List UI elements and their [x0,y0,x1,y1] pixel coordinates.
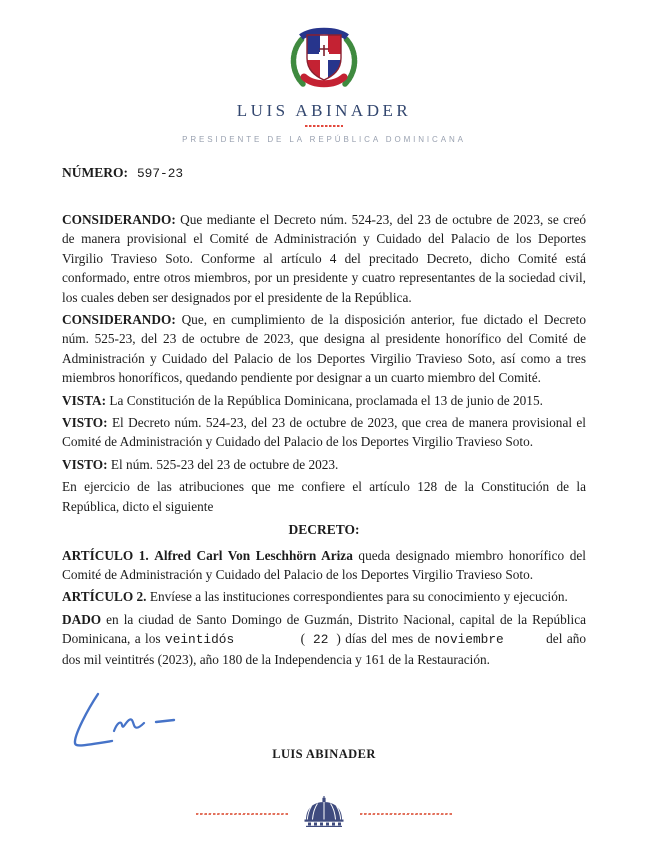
visto-2-text: El núm. 525-23 del 23 de octubre de 2023. [110,456,339,472]
dado-day-number: 22 [313,632,329,648]
footer-divider-left [196,813,288,815]
dado-day-word: veintidós [165,632,235,648]
decree-heading: DECRETO: [288,522,360,538]
dado-part-2: días del mes de [345,631,431,647]
articulo-2 [62,587,586,606]
red-divider [305,125,343,127]
considerando-2-text: Que, en cumplimiento de la disposición anterior, fue dictado el Decreto núm. 525-23, del 23 de octubre de 2023, que designa al presidente honorífico del Comité de Administración y Cuidado del Palacio de los Deportes Virgilio Travieso Soto, así como a tres miembros honoríficos, quedando pendiente por designar a un cuarto miembro del Comité. [62,312,587,386]
footer-divider-right [360,813,452,815]
vista-text: La Constitución de la República Dominicana, proclamada el 13 de junio de 2015. [109,392,543,408]
dado-part-1: en la ciudad de Santo Domingo de Guzmán, Distrito Nacional, capital de la República Dominicana, a los [62,611,586,647]
president-name: LUIS ABINADER [236,101,412,120]
signatory-name: LUIS ABINADER [272,746,376,761]
articulo-2-label: ARTÍCULO 2. [62,589,147,605]
signature-block [62,691,586,762]
visto-1-text: El Decreto núm. 524-23, del 23 de octubre de 2023, que crea de manera provisional el Comité de Administración y Cuidado del Palacio de los Deportes Virgilio Travieso Soto. [62,415,586,450]
dado-paragraph [62,610,586,669]
considerando-1-text: Que mediante el Decreto núm. 524-23, del 23 de octubre de 2023, se creó de manera provisional el Comité de Administración y Cuidado del Palacio de los Deportes Virgilio Travieso Soto. Conforme al artículo 4 del precitado Decreto, dicho Comité está conformado, entre otros miembros, por un presidente y cuatro representantes de la sociedad civil, los cuales deben ser designados por el presidente de la República. [62,212,587,305]
dado-month: noviembre [434,632,504,648]
considerando-2 [62,310,586,388]
considerando-2-label: CONSIDERANDO: [62,312,176,328]
coat-of-arms-icon [284,26,364,92]
articulo-2-text: Envíese a las instituciones correspondientes para su conocimiento y ejecución. [149,589,568,605]
considerando-1 [62,210,586,307]
articulo-1-person-name: Alfred Carl Von Leschhörn Ariza [154,547,353,563]
document-header [62,26,586,145]
vista [62,391,586,410]
articulo-1 [62,546,586,585]
decree-number-label: NÚMERO: [62,165,128,180]
considerando-1-label: CONSIDERANDO: [62,212,176,227]
dado-paren-open: ( [300,631,306,647]
dado-label: DADO [62,611,102,627]
articulo-1-text: queda designado miembro honorífico del Comité de Administración y Cuidado del Palacio de los Deportes Virgilio Travieso Soto. [62,547,586,582]
document-footer [62,796,586,827]
preamble-text: En ejercicio de las atribuciones que me confiere el artículo 128 de la Constitución de la República, dicto el siguiente [62,479,586,514]
president-title: PRESIDENTE DE LA REPÚBLICA DOMINICANA [182,135,466,144]
visto-2-label: VISTO: [62,456,108,472]
decree-number-value: 597-23 [137,166,184,181]
visto-1-label: VISTO: [62,415,108,431]
signature-scribble-icon [50,691,200,749]
palace-dome-icon [301,796,347,827]
articulo-1-label: ARTÍCULO 1. [62,547,149,563]
decree-number-line [62,163,586,184]
dado-part-3: del año dos mil veintitrés (2023), año 180 de la Independencia y 161 de la Restauración. [62,631,587,667]
preamble [62,477,586,516]
dado-paren-close: ) [336,631,341,647]
vista-label: VISTA: [62,392,107,408]
visto-2 [62,455,586,474]
visto-1 [62,413,586,452]
